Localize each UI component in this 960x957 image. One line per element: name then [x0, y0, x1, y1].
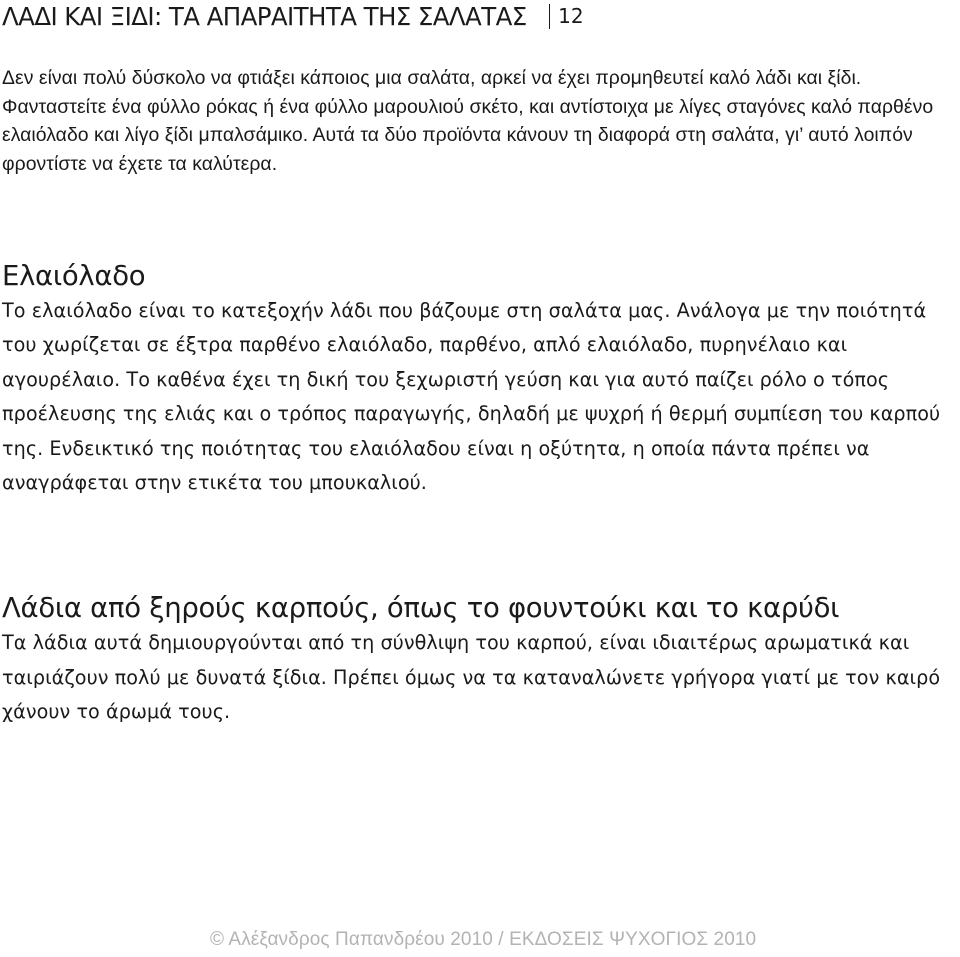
section-heading: Λάδια από ξηρούς καρπούς, όπως το φουντούκι και το καρύδι	[2, 592, 840, 624]
header-divider	[549, 4, 551, 29]
section-body: Το ελαιόλαδο είναι το κατεξοχήν λάδι που βάζουμε στη σαλάτα μας. Ανάλογα με την ποιότητά του χωρίζεται σε έξτρα παρθένο ελαιόλαδο, παρθένο, απλό ελαιόλαδο, πυρηνέλαιο και αγουρέλαιο. Το καθένα έχει τη δική του ξεχωριστή γεύση και για αυτό παίζει ρόλο ο τόπος προέλευσης της ελιάς και ο τρόπος παραγωγής, δηλαδή με ψυχρή ή θερμή συμπίεση του καρπού της. Ενδεικτικό της ποιότητας του ελαιόλαδου είναι η οξύτητα, η οποία πάντα πρέπει να αναγράφεται στην ετικέτα του μπουκαλιού.	[2, 299, 941, 495]
section-body: Τα λάδια αυτά δημιουργούνται από τη σύνθλιψη του καρπού, είναι ιδιαιτέρως αρωματικά και ταιριάζουν πολύ με δυνατά ξίδια. Πρέπει όμως να τα καταναλώνετε γρήγορα γιατί με τον καιρό χάνουν το άρωμά τους.	[2, 631, 941, 723]
copyright-footer: © Αλέξανδρος Παπανδρέου 2010 / ΕΚΔΟΣΕΙΣ ΨΥΧΟΓΙΟΣ 2010	[210, 929, 757, 950]
section-heading: Ελαιόλαδο	[2, 260, 146, 292]
intro-paragraph: Δεν είναι πολύ δύσκολο να φτιάξει κάποιος μια σαλάτα, αρκεί να έχει προμηθευτεί καλό λάδι και ξίδι. Φανταστείτε ένα φύλλο ρόκας ή ένα φύλλο μαρουλιού σκέτο, και αντίστοιχα με λίγες σταγόνες καλό παρθένο ελαιόλαδο και λίγο ξίδι μπαλσάμικο. Αυτά τα δύο προϊόντα κάνουν τη διαφορά στη σαλάτα, γι’ αυτό λοιπόν φροντίστε να έχετε τα καλύτερα.	[2, 67, 934, 175]
page-header	[2, 0, 584, 32]
section-nut-oils	[2, 590, 958, 730]
section-olive-oil	[2, 258, 958, 500]
chapter-title: ΛΑΔΙ ΚΑΙ ΞΙΔΙ: ΤΑ ΑΠΑΡΑΙΤΗΤΑ ΤΗΣ ΣΑΛΑΤΑΣ	[2, 1, 527, 31]
page-number: 12	[558, 4, 584, 28]
